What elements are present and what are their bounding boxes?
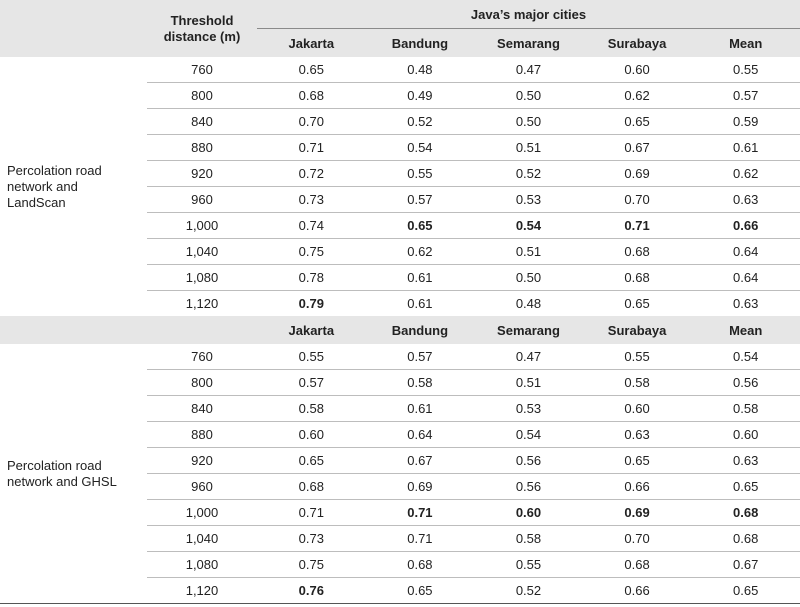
value-cell-mean: 0.63	[691, 187, 800, 213]
value-cell-bandung: 0.49	[366, 83, 475, 109]
group-label	[0, 57, 147, 316]
column-header-bandung: Bandung	[366, 29, 475, 58]
value-cell-semarang: 0.51	[474, 135, 583, 161]
value-cell-mean: 0.68	[691, 526, 800, 552]
threshold-cell: 840	[147, 396, 257, 422]
value-cell-surabaya: 0.65	[624, 296, 650, 311]
value-cell-mean: 0.60	[691, 422, 800, 448]
value-cell-bandung: 0.61	[366, 396, 475, 422]
threshold-cell: 1,000	[147, 213, 257, 239]
subheader-semarang: Semarang	[474, 316, 583, 344]
value-cell-mean: 0.62	[691, 161, 800, 187]
value-cell-surabaya: 0.68	[583, 239, 692, 265]
subheader-mean: Mean	[691, 316, 800, 344]
threshold-cell: 920	[147, 161, 257, 187]
value-cell-surabaya: 0.69	[583, 161, 692, 187]
value-cell-jakarta: 0.57	[257, 370, 366, 396]
value-cell-jakarta: 0.72	[257, 161, 366, 187]
column-header-semarang: Semarang	[474, 29, 583, 58]
threshold-cell: 840	[147, 109, 257, 135]
value-cell-semarang: 0.47	[474, 57, 583, 83]
value-cell-jakarta: 0.78	[257, 265, 366, 291]
value-cell-bandung: 0.65	[366, 213, 475, 239]
value-cell-semarang: 0.51	[474, 239, 583, 265]
value-cell-mean: 0.63	[733, 296, 759, 311]
value-cell-mean: 0.65	[691, 474, 800, 500]
value-cell-surabaya: 0.68	[583, 552, 692, 578]
value-cell-mean: 0.54	[691, 344, 800, 370]
value-cell-mean: 0.67	[691, 552, 800, 578]
threshold-cell: 760	[147, 344, 257, 370]
value-cell-semarang: 0.52	[474, 161, 583, 187]
threshold-cell: 800	[147, 83, 257, 109]
threshold-cell: 1,040	[147, 239, 257, 265]
value-cell-bandung: 0.62	[366, 239, 475, 265]
value-cell-jakarta: 0.70	[257, 109, 366, 135]
value-cell-surabaya: 0.69	[583, 500, 692, 526]
threshold-cell: 1,080	[147, 552, 257, 578]
group-label-line: Percolation road	[7, 457, 102, 473]
value-cell-mean: 0.64	[691, 265, 800, 291]
threshold-cell: 1,000	[147, 500, 257, 526]
value-cell-mean: 0.61	[691, 135, 800, 161]
table-row	[0, 344, 800, 370]
subheader-jakarta: Jakarta	[257, 316, 366, 344]
group-label	[0, 344, 147, 604]
value-cell-semarang: 0.52	[515, 583, 542, 598]
table-body	[0, 57, 800, 604]
value-cell-surabaya: 0.65	[583, 448, 692, 474]
value-cell-jakarta: 0.58	[257, 396, 366, 422]
value-cell-semarang: 0.54	[474, 213, 583, 239]
value-cell-semarang: 0.51	[474, 370, 583, 396]
value-cell-surabaya: 0.60	[583, 57, 692, 83]
value-cell-mean: 0.66	[691, 213, 800, 239]
value-cell-mean: 0.55	[691, 57, 800, 83]
threshold-cell: 1,120	[185, 296, 219, 311]
value-cell-surabaya: 0.55	[583, 344, 692, 370]
value-cell-jakarta: 0.73	[257, 187, 366, 213]
value-cell-jakarta: 0.68	[257, 474, 366, 500]
threshold-cell: 920	[147, 448, 257, 474]
value-cell-jakarta: 0.76	[298, 583, 324, 598]
threshold-cell: 960	[147, 474, 257, 500]
value-cell-jakarta: 0.71	[257, 135, 366, 161]
value-cell-surabaya: 0.68	[583, 265, 692, 291]
threshold-header-line1: Threshold	[170, 12, 234, 28]
value-cell-jakarta: 0.79	[298, 296, 324, 311]
value-cell-semarang: 0.50	[474, 109, 583, 135]
value-cell-bandung: 0.69	[366, 474, 475, 500]
value-cell-mean: 0.57	[691, 83, 800, 109]
value-cell-semarang: 0.58	[474, 526, 583, 552]
value-cell-semarang: 0.55	[474, 552, 583, 578]
value-cell-jakarta: 0.65	[257, 448, 366, 474]
subheader-bandung: Bandung	[366, 316, 475, 344]
value-cell-surabaya: 0.58	[583, 370, 692, 396]
value-cell-mean: 0.59	[691, 109, 800, 135]
value-cell-bandung: 0.71	[366, 526, 475, 552]
threshold-cell: 1,080	[147, 265, 257, 291]
subheader-surabaya: Surabaya	[583, 316, 692, 344]
value-cell-bandung: 0.64	[366, 422, 475, 448]
threshold-cell: 880	[147, 422, 257, 448]
threshold-cell: 800	[147, 370, 257, 396]
value-cell-surabaya: 0.67	[583, 135, 692, 161]
table-row	[0, 57, 800, 83]
value-cell-bandung: 0.57	[366, 344, 475, 370]
value-cell-semarang: 0.54	[474, 422, 583, 448]
threshold-cell: 1,040	[147, 526, 257, 552]
value-cell-mean: 0.64	[691, 239, 800, 265]
value-cell-jakarta: 0.74	[257, 213, 366, 239]
column-header-jakarta: Jakarta	[257, 29, 366, 58]
value-cell-semarang: 0.50	[474, 265, 583, 291]
value-cell-semarang: 0.53	[474, 396, 583, 422]
value-cell-semarang: 0.48	[515, 296, 542, 311]
value-cell-semarang: 0.56	[474, 474, 583, 500]
value-cell-surabaya: 0.63	[583, 422, 692, 448]
value-cell-jakarta: 0.60	[257, 422, 366, 448]
value-cell-surabaya: 0.62	[583, 83, 692, 109]
value-cell-surabaya: 0.70	[583, 526, 692, 552]
value-cell-bandung: 0.52	[366, 109, 475, 135]
subheader-blank-cell	[0, 316, 147, 344]
value-cell-bandung: 0.61	[407, 296, 433, 311]
section-subheader-row	[0, 316, 800, 344]
value-cell-semarang: 0.47	[474, 344, 583, 370]
threshold-cell: 880	[147, 135, 257, 161]
value-cell-semarang: 0.60	[474, 500, 583, 526]
value-cell-semarang: 0.50	[474, 83, 583, 109]
value-cell-surabaya: 0.60	[583, 396, 692, 422]
group-label-line: network and	[7, 178, 78, 194]
value-cell-jakarta: 0.71	[257, 500, 366, 526]
threshold-cell: 760	[147, 57, 257, 83]
value-cell-mean: 0.68	[691, 500, 800, 526]
threshold-header	[147, 0, 257, 57]
value-cell-surabaya: 0.71	[583, 213, 692, 239]
value-cell-surabaya: 0.70	[583, 187, 692, 213]
value-cell-jakarta: 0.75	[257, 239, 366, 265]
value-cell-surabaya: 0.66	[583, 474, 692, 500]
value-cell-jakarta: 0.75	[257, 552, 366, 578]
value-cell-semarang: 0.56	[474, 448, 583, 474]
group-label-line: network and GHSL	[7, 473, 117, 489]
value-cell-bandung: 0.58	[366, 370, 475, 396]
value-cell-mean: 0.63	[691, 448, 800, 474]
value-cell-mean: 0.65	[733, 583, 759, 598]
group-label-line: LandScan	[7, 194, 66, 210]
value-cell-bandung: 0.68	[366, 552, 475, 578]
threshold-header-line2: distance (m)	[163, 28, 241, 44]
value-cell-bandung: 0.57	[366, 187, 475, 213]
threshold-cell: 1,120	[185, 583, 219, 598]
column-header-surabaya: Surabaya	[583, 29, 692, 58]
header-blank-cell	[0, 0, 147, 57]
value-cell-jakarta: 0.68	[257, 83, 366, 109]
subheader-blank-cell	[147, 316, 257, 344]
value-cell-bandung: 0.61	[366, 265, 475, 291]
value-cell-surabaya: 0.65	[583, 109, 692, 135]
value-cell-bandung: 0.55	[366, 161, 475, 187]
table-header	[0, 0, 800, 57]
value-cell-semarang: 0.53	[474, 187, 583, 213]
value-cell-jakarta: 0.65	[257, 57, 366, 83]
value-cell-mean: 0.56	[691, 370, 800, 396]
value-cell-bandung: 0.71	[366, 500, 475, 526]
value-cell-bandung: 0.54	[366, 135, 475, 161]
group-label-line: Percolation road	[7, 162, 102, 178]
value-cell-bandung: 0.67	[366, 448, 475, 474]
value-cell-jakarta: 0.55	[257, 344, 366, 370]
value-cell-surabaya: 0.66	[624, 583, 650, 598]
cities-header: Java’s major cities	[257, 0, 800, 29]
value-cell-mean: 0.58	[691, 396, 800, 422]
value-cell-bandung: 0.65	[407, 583, 433, 598]
threshold-cell: 960	[147, 187, 257, 213]
value-cell-jakarta: 0.73	[257, 526, 366, 552]
value-cell-bandung: 0.48	[366, 57, 475, 83]
header-row-top	[0, 0, 800, 29]
column-header-mean: Mean	[691, 29, 800, 58]
